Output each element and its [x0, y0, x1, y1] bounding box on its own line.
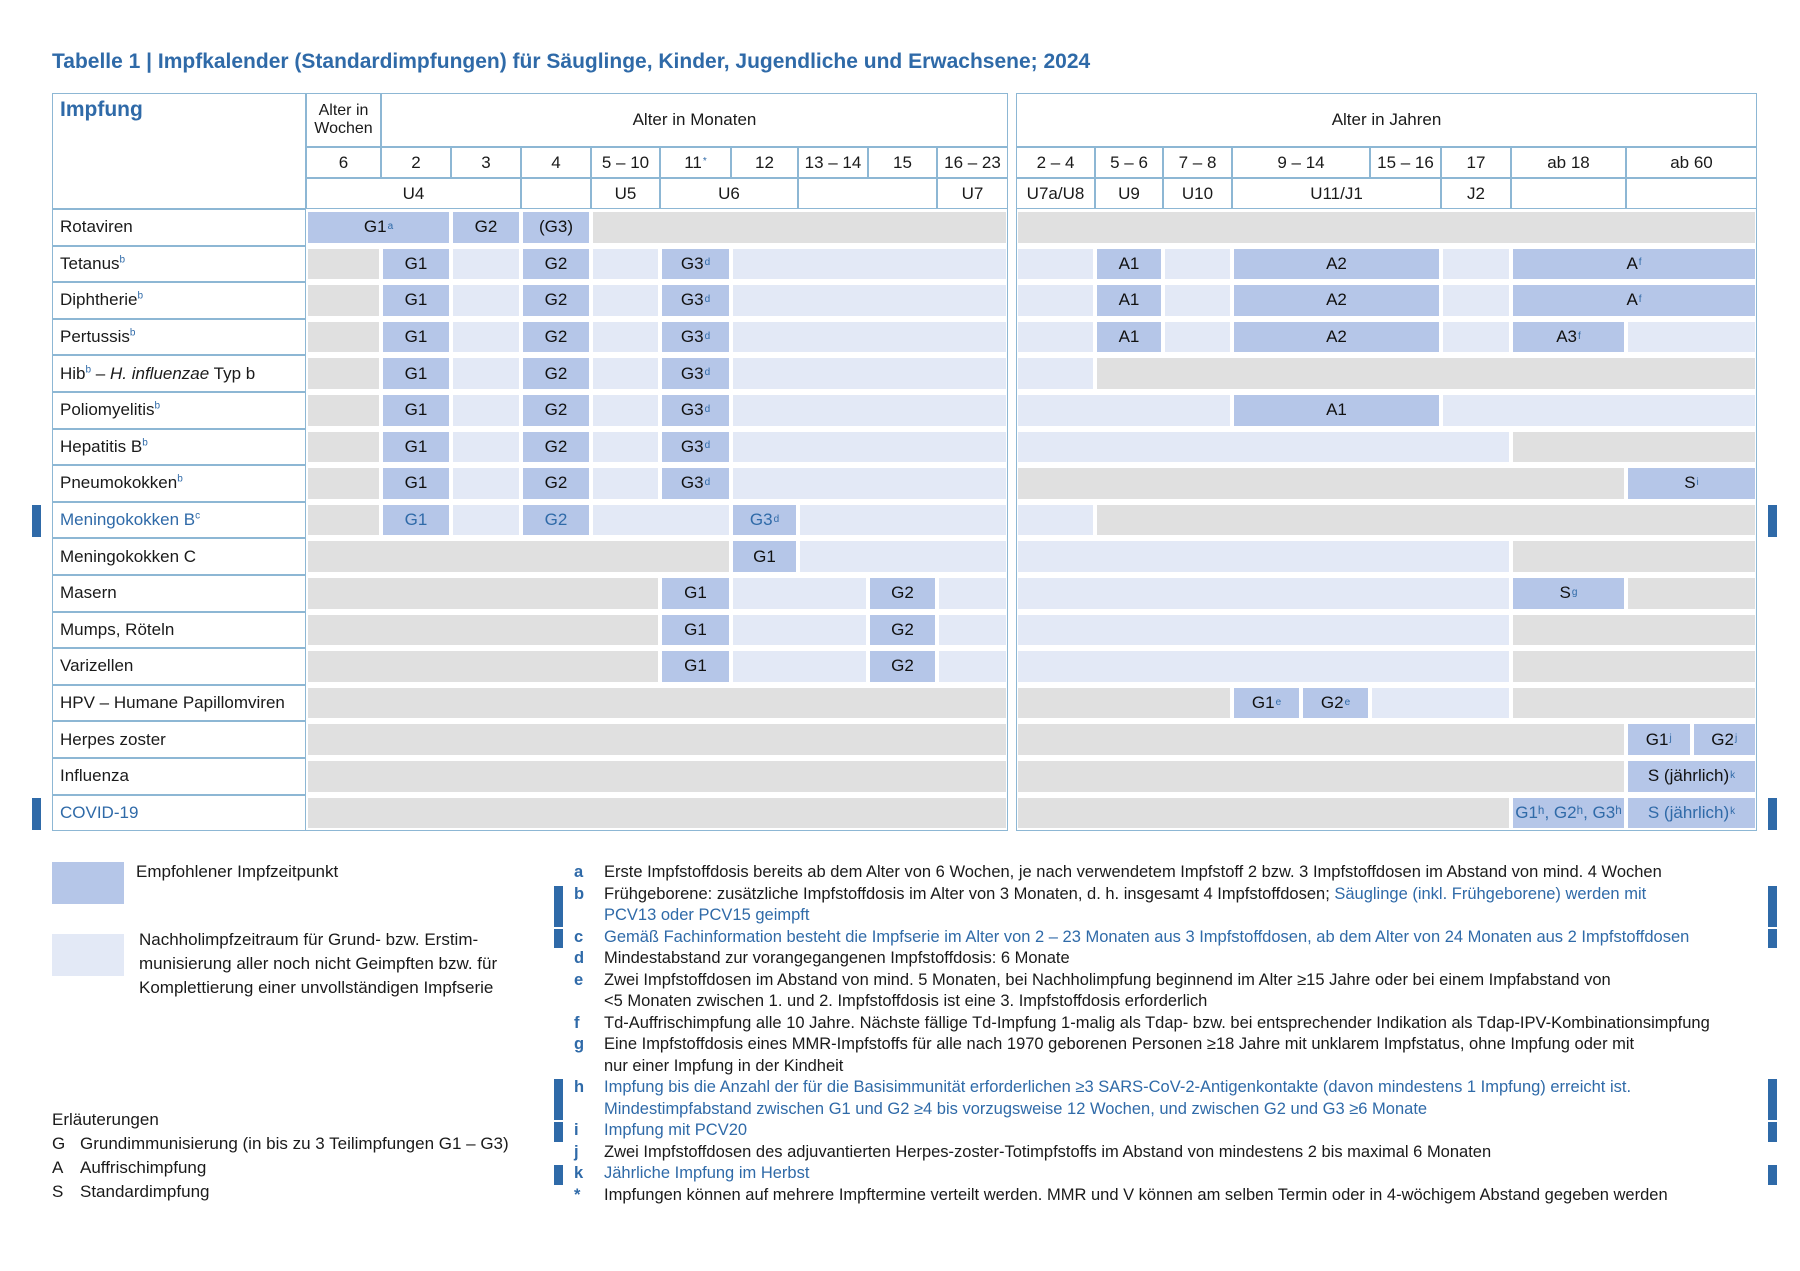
catch-up-cell: [1018, 505, 1093, 536]
vaccine-name: Hib$^b$ – H. influenzae Typ b: [52, 355, 306, 392]
recommended-cell: G3 $^d$: [662, 249, 729, 280]
recommended-cell: G2 $^j$: [1694, 724, 1756, 755]
recommended-cell: A $^f$: [1513, 249, 1755, 280]
not-applicable-cell: [1513, 615, 1755, 646]
catch-up-cell: [453, 358, 519, 389]
catch-up-cell: [1443, 285, 1509, 316]
catch-up-cell: [1018, 395, 1230, 426]
not-applicable-cell: [1018, 798, 1509, 829]
header-checkup: [1626, 178, 1757, 209]
header-checkup: U5: [591, 178, 660, 209]
catch-up-cell: [453, 468, 519, 499]
catch-up-cell: [593, 432, 658, 463]
footnote-letter: e: [574, 970, 584, 989]
catch-up-cell: [1443, 395, 1755, 426]
recommended-cell: G3 $^d$: [662, 432, 729, 463]
header-age: 12: [731, 147, 798, 178]
catch-up-cell: [733, 651, 866, 682]
not-applicable-cell: [1513, 651, 1755, 682]
catch-up-cell: [593, 505, 729, 536]
highlight-bar-right: [1768, 505, 1777, 538]
footnote-letter: f: [574, 1013, 580, 1032]
recommended-cell: A1: [1234, 395, 1439, 426]
legend-label-catch-up-1: Nachholimpfzeitraum für Grund- bzw. Erstim-: [139, 930, 479, 949]
catch-up-cell: [733, 432, 1006, 463]
recommended-cell: G1: [383, 432, 449, 463]
catch-up-cell: [1018, 651, 1509, 682]
footnote-letter: j: [574, 1142, 579, 1161]
explanation-a: A Auffrischimpfung: [52, 1158, 207, 1177]
header-age: ab 60: [1626, 147, 1757, 178]
header-checkup: [1511, 178, 1626, 209]
recommended-cell: G3 $^d$: [662, 468, 729, 499]
vaccine-name: Poliomyelitis$^b$: [52, 392, 306, 429]
recommended-cell: G2: [523, 358, 589, 389]
header-age: 5 – 6: [1095, 147, 1163, 178]
recommended-cell: S (jährlich) $^k$: [1628, 798, 1755, 829]
catch-up-cell: [939, 615, 1006, 646]
highlight-bar-right: [1768, 798, 1777, 831]
header-vaccine: Impfung: [52, 93, 306, 209]
recommended-cell: G2: [870, 615, 935, 646]
vaccine-name: HPV – Humane Papillomviren: [52, 685, 306, 722]
vaccine-name: Meningokokken C: [52, 538, 306, 575]
not-applicable-cell: [308, 541, 729, 572]
vaccine-name: Pneumokokken$^b$: [52, 465, 306, 502]
header-age: 5 – 10: [591, 147, 660, 178]
recommended-cell: G1: [383, 468, 449, 499]
recommended-cell: G2: [870, 578, 935, 609]
catch-up-cell: [593, 395, 658, 426]
footnote-letter: a: [574, 863, 584, 881]
catch-up-cell: [1443, 322, 1509, 353]
recommended-cell: G1: [733, 541, 796, 572]
header-months: Alter in Monaten: [381, 93, 1008, 147]
recommended-cell: G1 $^e$: [1234, 688, 1299, 719]
footnote-highlight-bar-left: [554, 1122, 563, 1142]
catch-up-cell: [453, 432, 519, 463]
header-weeks: Alter in Wochen: [306, 93, 381, 147]
catch-up-cell: [733, 468, 1006, 499]
vaccine-name: Tetanus$^b$: [52, 246, 306, 283]
vaccine-name: Pertussis$^b$: [52, 319, 306, 356]
recommended-cell: G3 $^d$: [662, 285, 729, 316]
not-applicable-cell: [308, 724, 1006, 755]
not-applicable-cell: [1513, 688, 1755, 719]
catch-up-cell: [453, 395, 519, 426]
table-title: Tabelle 1 | Impfkalender (Standardimpfungen) für Säuglinge, Kinder, Jugendliche und Erwachsene; 2024: [52, 50, 1091, 73]
not-applicable-cell: [308, 761, 1006, 792]
recommended-cell: G3 $^d$: [662, 322, 729, 353]
recommended-cell: (G3): [523, 212, 589, 243]
not-applicable-cell: [593, 212, 1006, 243]
not-applicable-cell: [308, 798, 1006, 829]
recommended-cell: G2: [523, 322, 589, 353]
footnote-highlight-bar-right: [1768, 1122, 1777, 1142]
footnote-letter: c: [574, 927, 584, 946]
header-checkup: U4: [306, 178, 521, 209]
catch-up-cell: [453, 249, 519, 280]
footnote-highlight-bar-left: [554, 886, 563, 927]
header-checkup: U7: [937, 178, 1008, 209]
recommended-cell: G1ʰ, G2ʰ, G3ʰ: [1513, 798, 1624, 829]
highlight-bar-left: [32, 798, 41, 831]
recommended-cell: G1: [662, 651, 729, 682]
recommended-cell: G1: [662, 615, 729, 646]
vaccine-name: Diphtherie$^b$: [52, 282, 306, 319]
catch-up-cell: [733, 578, 866, 609]
recommended-cell: G1: [383, 505, 449, 536]
recommended-cell: G1: [383, 395, 449, 426]
catch-up-cell: [1165, 322, 1230, 353]
not-applicable-cell: [308, 578, 658, 609]
header-age: ab 18: [1511, 147, 1626, 178]
recommended-cell: G3 $^d$: [733, 505, 796, 536]
header-age: 3: [451, 147, 521, 178]
recommended-cell: G2: [523, 395, 589, 426]
catch-up-cell: [593, 322, 658, 353]
not-applicable-cell: [1018, 761, 1624, 792]
catch-up-cell: [1018, 285, 1093, 316]
recommended-cell: S (jährlich) $^k$: [1628, 761, 1755, 792]
catch-up-cell: [939, 651, 1006, 682]
recommended-cell: G2 $^e$: [1303, 688, 1368, 719]
legend-label-catch-up-3: Komplettierung einer unvollständigen Impfserie: [139, 978, 494, 997]
catch-up-cell: [800, 541, 1006, 572]
not-applicable-cell: [308, 358, 379, 389]
footnote-letter: *: [574, 1185, 581, 1204]
catch-up-cell: [1018, 322, 1093, 353]
catch-up-cell: [1372, 688, 1509, 719]
header-checkup: U7a/U8: [1016, 178, 1095, 209]
recommended-cell: A1: [1097, 322, 1161, 353]
footnote-letter: g: [574, 1035, 585, 1053]
recommended-cell: G2: [523, 505, 589, 536]
footnote-letter: d: [574, 949, 585, 967]
vaccine-name: Hepatitis $B^b$: [52, 429, 306, 466]
header-age: 2: [381, 147, 451, 178]
header-checkup: U9: [1095, 178, 1163, 209]
header-age: 7 – 8: [1163, 147, 1232, 178]
catch-up-cell: [1165, 285, 1230, 316]
catch-up-cell: [733, 615, 866, 646]
header-age: 2 – 4: [1016, 147, 1095, 178]
not-applicable-cell: [1018, 724, 1624, 755]
highlight-bar-left: [32, 505, 41, 538]
catch-up-cell: [593, 358, 658, 389]
not-applicable-cell: [1097, 505, 1755, 536]
recommended-cell: A1: [1097, 285, 1161, 316]
legend-label-catch-up-2: munisierung aller noch nicht Geimpften bzw. für: [139, 954, 498, 973]
recommended-cell: A2: [1234, 249, 1439, 280]
vaccine-name: Herpes zoster: [52, 721, 306, 758]
header-age: 15 – 16: [1370, 147, 1441, 178]
recommended-cell: G1: [383, 249, 449, 280]
catch-up-cell: [1443, 249, 1509, 280]
not-applicable-cell: [1018, 688, 1230, 719]
recommended-cell: G2: [453, 212, 519, 243]
header-age: 15: [868, 147, 937, 178]
not-applicable-cell: [1513, 541, 1755, 572]
vaccine-name: COVID-19: [52, 795, 306, 832]
explanation-s: S Standardimpfung: [52, 1182, 210, 1201]
catch-up-cell: [453, 322, 519, 353]
header-age: 13 – 14: [798, 147, 868, 178]
header-checkup: U10: [1163, 178, 1232, 209]
not-applicable-cell: [308, 395, 379, 426]
header-checkup: U11/J1: [1232, 178, 1441, 209]
vaccine-name: Varizellen: [52, 648, 306, 685]
recommended-cell: A2: [1234, 322, 1439, 353]
footnote-highlight-bar-right: [1768, 886, 1777, 927]
catch-up-cell: [800, 505, 1006, 536]
vaccine-name: Masern: [52, 575, 306, 612]
catch-up-cell: [593, 468, 658, 499]
not-applicable-cell: [308, 468, 379, 499]
not-applicable-cell: [308, 688, 1006, 719]
footnote-letter: b: [574, 884, 585, 903]
header-age: 11 *: [660, 147, 731, 178]
catch-up-cell: [733, 249, 1006, 280]
catch-up-cell: [1018, 615, 1509, 646]
recommended-cell: G1: [383, 322, 449, 353]
explanation-g: G Grundimmunisierung (in bis zu 3 Teilimpfungen G1 – G3): [52, 1134, 509, 1153]
recommended-cell: G2: [523, 432, 589, 463]
legend-swatch-recommended: [52, 862, 124, 904]
recommended-cell: A1: [1097, 249, 1161, 280]
recommended-cell: A2: [1234, 285, 1439, 316]
header-age: 6: [306, 147, 381, 178]
not-applicable-cell: [1097, 358, 1755, 389]
recommended-cell: S $^g$: [1513, 578, 1624, 609]
catch-up-cell: [453, 285, 519, 316]
not-applicable-cell: [308, 249, 379, 280]
recommended-cell: G2: [523, 249, 589, 280]
catch-up-cell: [593, 249, 658, 280]
recommended-cell: G1: [383, 285, 449, 316]
header-age: 9 – 14: [1232, 147, 1370, 178]
footnote-letter: h: [574, 1078, 585, 1096]
not-applicable-cell: [1628, 578, 1755, 609]
recommended-cell: S $^i$: [1628, 468, 1755, 499]
catch-up-cell: [593, 285, 658, 316]
recommended-cell: G1: [662, 578, 729, 609]
catch-up-cell: [1018, 249, 1093, 280]
legend-label-recommended: Empfohlener Impfzeitpunkt: [136, 862, 339, 881]
not-applicable-cell: [308, 285, 379, 316]
explanations-title: Erläuterungen: [52, 1110, 159, 1129]
header-checkup: [798, 178, 937, 209]
header-checkup: U6: [660, 178, 798, 209]
not-applicable-cell: [308, 322, 379, 353]
vaccine-name: Meningokokken $B^c$: [52, 502, 306, 539]
header-age: 17: [1441, 147, 1511, 178]
header-age: 16 – 23: [937, 147, 1008, 178]
footnote-highlight-bar-right: [1768, 929, 1777, 949]
not-applicable-cell: [308, 615, 658, 646]
not-applicable-cell: [1018, 212, 1755, 243]
recommended-cell: G1 $^j$: [1628, 724, 1690, 755]
recommended-cell: G1 $^a$: [308, 212, 449, 243]
catch-up-cell: [733, 285, 1006, 316]
catch-up-cell: [1018, 541, 1509, 572]
recommended-cell: G3 $^d$: [662, 395, 729, 426]
not-applicable-cell: [308, 651, 658, 682]
not-applicable-cell: [1513, 432, 1755, 463]
footnote-highlight-bar-left: [554, 1165, 563, 1185]
catch-up-cell: [1628, 322, 1755, 353]
vaccine-name: Mumps, Röteln: [52, 612, 306, 649]
recommended-cell: A3 $^f$: [1513, 322, 1624, 353]
catch-up-cell: [733, 358, 1006, 389]
recommended-cell: G2: [523, 285, 589, 316]
header-checkup: [521, 178, 591, 209]
recommended-cell: G2: [523, 468, 589, 499]
catch-up-cell: [939, 578, 1006, 609]
footnote-highlight-bar-left: [554, 1079, 563, 1120]
footnote-highlight-bar-right: [1768, 1165, 1777, 1185]
footnote-highlight-bar-right: [1768, 1079, 1777, 1120]
vaccine-name: Rotaviren: [52, 209, 306, 246]
header-years: Alter in Jahren: [1016, 93, 1757, 147]
catch-up-cell: [1018, 358, 1093, 389]
legend-swatch-catch-up: [52, 934, 124, 976]
catch-up-cell: [1165, 249, 1230, 280]
not-applicable-cell: [308, 432, 379, 463]
recommended-cell: A $^f$: [1513, 285, 1755, 316]
catch-up-cell: [1018, 578, 1509, 609]
header-checkup: J2: [1441, 178, 1511, 209]
header-age: 4: [521, 147, 591, 178]
recommended-cell: G1: [383, 358, 449, 389]
catch-up-cell: [733, 395, 1006, 426]
footnote-highlight-bar-left: [554, 929, 563, 949]
not-applicable-cell: [308, 505, 379, 536]
footnote-letter: i: [574, 1121, 579, 1139]
catch-up-cell: [1018, 432, 1509, 463]
recommended-cell: G3 $^d$: [662, 358, 729, 389]
not-applicable-cell: [1018, 468, 1624, 499]
footnote-letter: k: [574, 1164, 584, 1182]
recommended-cell: G2: [870, 651, 935, 682]
catch-up-cell: [453, 505, 519, 536]
vaccine-name: Influenza: [52, 758, 306, 795]
catch-up-cell: [733, 322, 1006, 353]
